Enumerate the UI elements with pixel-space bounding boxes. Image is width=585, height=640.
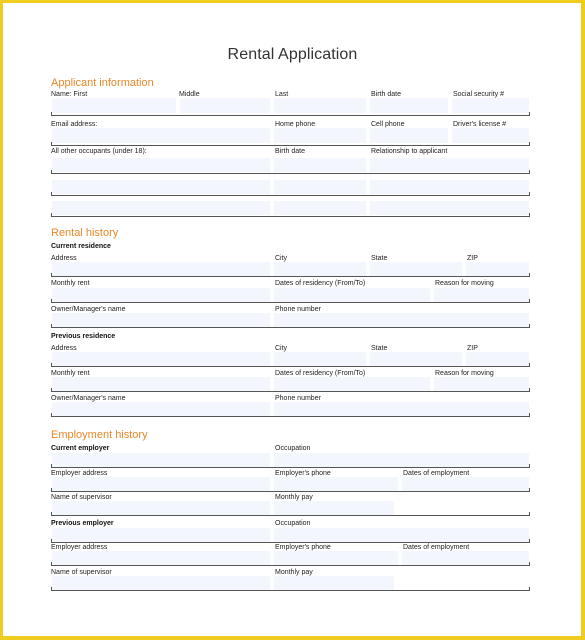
subhead-current-residence: Current residence [51,243,111,250]
field-line [51,463,530,468]
field-line [51,412,530,417]
field-line [51,487,530,492]
label-cell-phone: Cell phone [371,121,405,128]
label-current-zip: ZIP [467,255,478,262]
subhead-previous-employer: Previous employer [51,520,114,527]
label-previous-monthly-pay: Monthly pay [275,569,313,576]
label-current-phone-number: Phone number [275,306,321,313]
label-current-monthly-rent: Monthly rent [51,280,90,287]
label-current-monthly-pay: Monthly pay [275,494,313,501]
label-name-first: Name: First [51,91,88,98]
label-home-phone: Home phone [275,121,316,128]
field-line [51,323,530,328]
label-previous-employer-phone: Employer's phone [275,544,331,551]
field-line [51,272,530,277]
label-previous-phone-number: Phone number [275,395,321,402]
label-current-employer-address: Employer address [51,470,108,477]
label-previous-occupation: Occupation [275,520,311,527]
label-previous-zip: ZIP [467,345,478,352]
label-current-address: Address [51,255,77,262]
label-previous-address: Address [51,345,77,352]
label-birth-date: Birth date [371,91,401,98]
page-title: Rental Application [227,46,358,63]
section-employment-history: Employment history [51,429,148,441]
field-line [51,511,530,516]
label-current-dates-employment: Dates of employment [403,470,470,477]
label-current-dates-residency: Dates of residency (From/To) [275,280,366,287]
field-line [51,362,530,367]
field-line [51,111,530,116]
label-drivers-license: Driver's license # [453,121,507,128]
field-line [51,586,530,591]
label-current-reason-moving: Reason for moving [435,280,494,287]
section-rental-history: Rental history [51,227,119,239]
label-current-occupation: Occupation [275,445,311,452]
label-previous-city: City [275,345,288,352]
subhead-previous-residence: Previous residence [51,333,116,340]
label-previous-monthly-rent: Monthly rent [51,370,90,377]
section-applicant-information: Applicant information [51,77,154,89]
field-line [51,212,530,217]
label-previous-owner-manager: Owner/Manager's name [51,395,126,402]
label-previous-dates-residency: Dates of residency (From/To) [275,370,366,377]
label-current-state: State [371,255,388,262]
label-current-city: City [275,255,288,262]
label-relationship: Relationship to applicant [371,148,448,155]
field-line [51,169,530,174]
field-line [51,387,530,392]
label-previous-dates-employment: Dates of employment [403,544,470,551]
label-last: Last [275,91,289,98]
label-email: Email address: [51,121,98,128]
field-line [51,191,530,196]
field-line [51,538,530,543]
label-social-security: Social security # [453,91,504,98]
subhead-current-employer: Current employer [51,445,110,452]
label-current-employer-phone: Employer's phone [275,470,331,477]
label-previous-supervisor: Name of supervisor [51,569,112,576]
label-current-owner-manager: Owner/Manager's name [51,306,126,313]
field-line [51,141,530,146]
label-occupants: All other occupants (under 18): [51,148,147,155]
label-current-supervisor: Name of supervisor [51,494,112,501]
field-line [51,298,530,303]
label-previous-employer-address: Employer address [51,544,108,551]
label-occupant-birth-date: Birth date [275,148,305,155]
label-previous-state: State [371,345,388,352]
label-previous-reason-moving: Reason for moving [435,370,494,377]
field-line [51,561,530,566]
label-middle: Middle [179,91,200,98]
